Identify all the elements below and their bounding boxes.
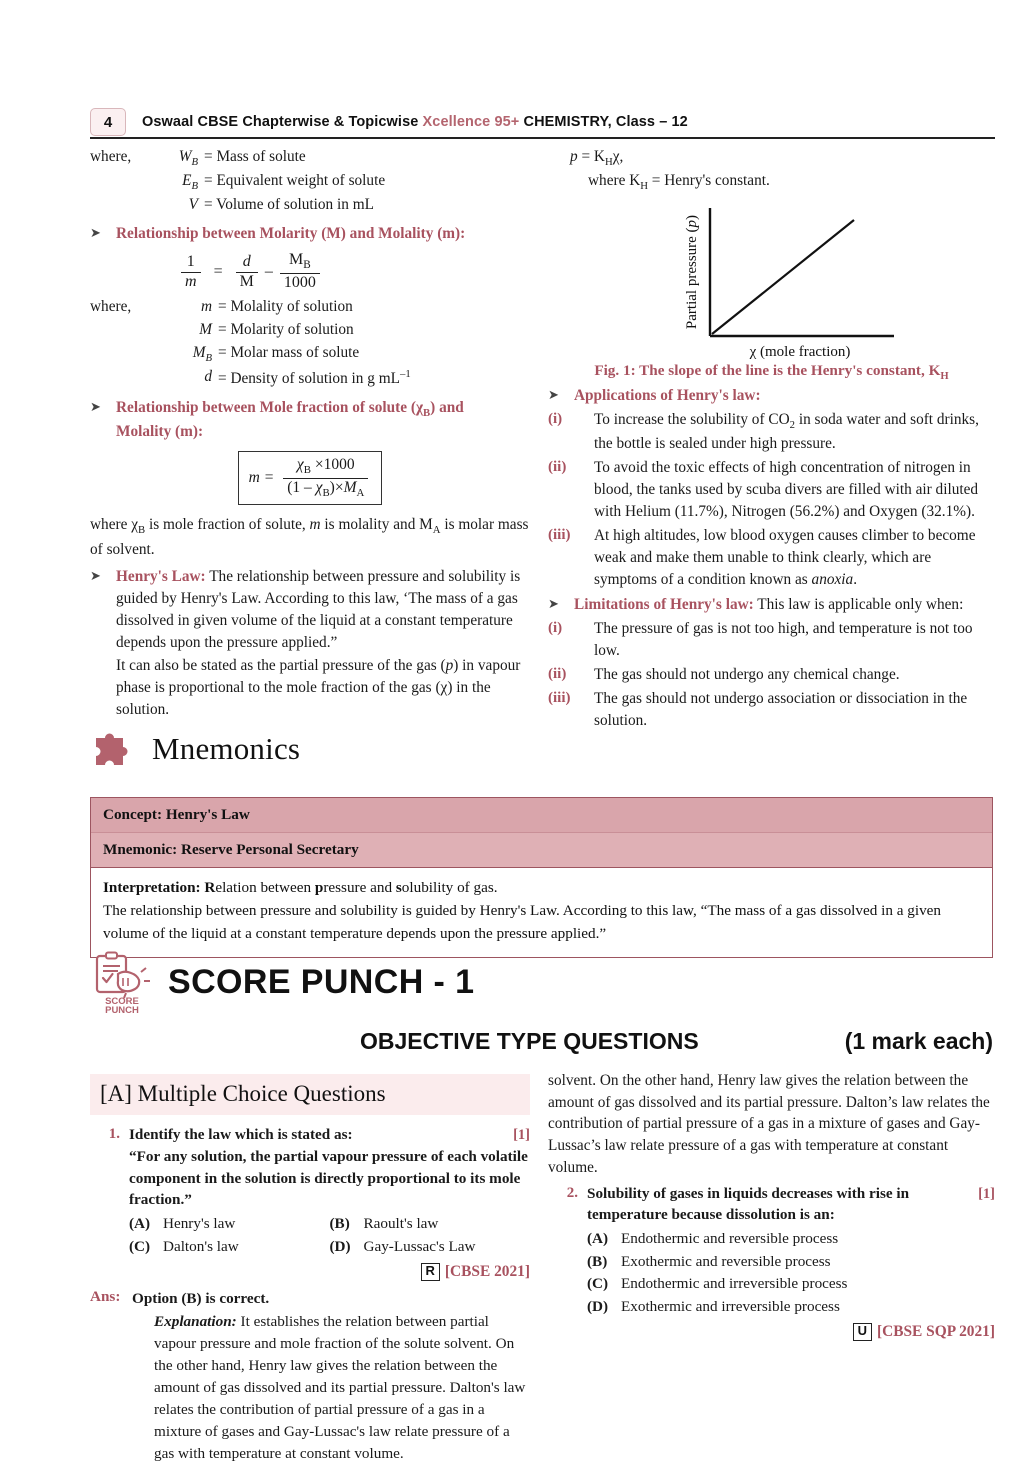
option-letter: (A) [129,1215,151,1233]
option-c[interactable] [129,1236,330,1259]
definition-m: = Molality of solution [218,297,353,315]
note-sub-B: B [137,524,146,537]
answer-1 [90,1288,530,1465]
left-column [90,146,530,720]
equation-equals-K: = K [577,148,605,165]
symbol-d: d [204,367,212,385]
note-sub-H: H [640,180,648,193]
question-1-quote: “For any solution, the partial vapour pressure of each volatile component in the solution is directly proportional to its mole fraction.” [129,1148,528,1208]
heading-molarity-molality [90,223,530,245]
questions-left-column [90,1074,530,1465]
objective-type-questions-bar [90,1028,993,1055]
answer-1-text: Option (B) is correct. [132,1289,270,1307]
application-item [548,457,995,523]
definition-d-text: = Density of solution in g mL [218,369,400,387]
figure-caption [548,362,995,382]
application-text: To increase the solubility of $CO_2$ in soda water and soft drinks, the bottle is sealed under high pressure. [594,410,979,452]
limitations-heading [574,594,995,616]
fraction-denominator: $(1 - \chi_B)\times M_A$ [287,478,365,499]
equation-lhs: m = [248,469,275,487]
option-b[interactable] [587,1251,995,1274]
limitation-item [548,664,995,686]
symbol-MB: $M_B$ [192,343,212,364]
question-1-stem: Identify the law which is stated as: [129,1126,353,1143]
fraction-denominator: m [185,272,197,290]
symbol-m: m [200,297,212,315]
where-row-EB [90,170,530,194]
answer-1-explanation [154,1311,530,1465]
page-number-badge: 4 [90,108,126,136]
equation-chi: χ, [612,148,624,165]
fraction-denominator: 1000 [283,274,316,292]
equation-molefraction-box [238,451,383,505]
arrow-bullet-icon: ➤ [548,386,559,402]
limitation-item [548,618,995,662]
running-header-title [142,114,688,130]
where-label-2: where, [90,297,132,315]
fraction-numerator: $\chi_B \times 1000$ [283,457,368,478]
limitation-number: (i) [548,620,563,637]
application-item [548,409,995,455]
right-column [548,146,995,732]
mnemonics-title: Mnemonics [152,731,301,766]
option-text: Endothermic and reversible process [621,1230,839,1248]
arrow-bullet-icon: ➤ [90,398,101,414]
definition-EB: = Equivalent weight of solute [204,172,386,190]
option-d[interactable] [587,1296,995,1319]
application-number: (iii) [548,527,571,544]
option-c[interactable] [587,1273,995,1296]
spacer [90,342,160,366]
explanation-text: It establishes the relation between partial vapour pressure and mole fraction of the solute solvent. On the other hand, Henry law gives the relation between the amount of gas dissolved and its partial pressure. Dalton's law relates the contribution of partial pressure of a gas in a mixture of gases and Gay-Lussac's law relate pressure of a gas with temperature at constant volume. [154,1312,526,1462]
application-text: At high altitudes, low blood oxygen causes climber to become weak and make them unable to think clearly, which are symptoms of a condition known as anoxia. [594,527,976,589]
limitation-text: The pressure of gas is not too high, and temperature is not too low. [594,620,973,660]
application-text: To avoid the toxic effects of high concentration of nitrogen in blood, the tanks used by scuba divers are filled with air diluted with Helium (11.7%), Nitrogen (56.2%) and Oxygen (32.1%). [594,458,979,521]
skill-badge-understand: U [853,1323,872,1341]
where-label: where, [90,148,132,165]
spacer [90,170,160,194]
interpretation-label: Interpretation: [103,879,201,896]
question-number: 2. [566,1184,578,1201]
question-2-source-line [587,1321,995,1343]
note-part-a: where χ [90,516,138,534]
option-letter: (C) [587,1275,609,1293]
option-text: Exothermic and reversible process [621,1252,831,1270]
questions-right-column [548,1070,995,1343]
heading-molefraction-label [116,397,530,443]
note-sub-A: A [432,524,441,537]
application-number: (i) [548,410,563,427]
note-where-K: where K [588,172,641,190]
limitations-body: This law is applicable only when: [753,596,964,614]
question-1-mark: [1] [513,1127,530,1143]
option-text: Raoult's law [363,1215,439,1233]
equation-molefraction-wrap [90,443,530,511]
note-constant-text: = Henry's constant. [647,172,770,190]
spacer [90,319,160,342]
heading-sub-B: B [423,406,431,419]
option-text: Endothermic and irreversible process [621,1275,848,1293]
explanation-continuation: solvent. On the other hand, Henry law gives the relation between the amount of gas dissolved and its partial pressure. Dalton’s law relates the contribution of partial pressure of a gas in a mixture of gases and Gay-Lussac’s law relate pressure of a gas with temperature at constant volume. [548,1072,990,1176]
impact-line-1 [141,968,146,972]
heading-part-2: ) and [430,398,464,416]
y-axis-label: Partial pressure (p) [683,215,700,330]
question-1-source: [CBSE 2021] [444,1263,530,1281]
heading-molarity-label: Relationship between Molarity (M) and Molality (m): [116,225,466,243]
henry-law-text: The relationship between pressure and solubility is guided by Henry's Law. According to this law, ‘The mass of a gas dissolved in given volume of the liquid at a constant temperature depends upon the pressure applied.” [116,568,521,652]
arrow-bullet-icon: ➤ [90,568,101,584]
skill-badge-remember: R [421,1263,440,1281]
fraction-d-over-M [236,254,258,291]
option-a[interactable] [129,1213,330,1236]
note-italic-m: m [309,516,321,534]
interpretation-text-a: elation between [215,879,315,896]
applications-heading-row [548,385,995,407]
henry-law-body [116,566,530,654]
graph-svg [622,200,922,360]
spacer [90,366,160,391]
icon-label-score: SCORE [105,996,139,1007]
heading-part-3: Molality (m): [116,423,204,441]
limitations-label: Limitations of Henry's law: [574,596,754,614]
applications-heading: Applications of Henry's law: [574,386,761,404]
question-1-stem-row [129,1124,530,1145]
fraction-1-over-m [181,254,201,291]
henry-law-label: Henry's Law: [116,568,206,586]
option-letter: (A) [587,1230,609,1248]
heading-molefraction-molality [90,397,530,443]
answer-label: Ans: [90,1287,121,1305]
restatement-part-b: ) in vapour phase is proportional to the mole fraction of the gas (χ) in the solution. [116,657,521,718]
option-text: Henry's law [163,1215,236,1233]
interpretation-letter-P: p [314,879,324,896]
note-part-d: is molar mass of solvent. [90,516,529,558]
limitation-number: (iii) [548,690,571,707]
where-row-M [90,319,530,342]
fraction-numerator: d [236,254,258,273]
score-punch-header [92,950,474,1014]
limitation-text: The gas should not undergo any chemical change. [594,666,900,684]
clipboard-fist-icon [92,950,152,1014]
application-item [548,525,995,591]
marks-note: (1 mark each) [844,1028,993,1054]
fraction-numerator: $M_B$ [280,252,320,274]
where-block-1 [90,146,530,170]
limitation-number: (ii) [548,666,567,683]
where-row-V [90,194,530,217]
clipboard-clip [106,953,117,959]
x-axis-label: χ (mole fraction) [749,344,850,361]
fraction-numerator: 1 [181,254,201,273]
objective-heading: OBJECTIVE TYPE QUESTIONS [360,1028,699,1054]
option-a[interactable] [587,1228,995,1251]
interpretation-letter-S: s [395,879,402,896]
question-2-source: [CBSE SQP 2021] [876,1323,995,1341]
option-letter: (B) [587,1252,608,1270]
question-2 [548,1183,995,1343]
option-letter: (D) [329,1237,351,1255]
option-text: Dalton's law [163,1237,239,1255]
restatement-part-a: It can also be stated as the partial pressure of the gas ( [116,657,446,675]
score-punch-title: SCORE PUNCH - 1 [168,962,475,1001]
arrow-bullet-icon: ➤ [90,225,101,241]
option-text: Exothermic and irreversible process [621,1297,840,1315]
option-b[interactable] [330,1213,531,1236]
where-block-2 [90,296,530,319]
note-part-b: is mole fraction of solute, [145,516,310,534]
where-row-d [90,366,530,391]
question-1-options [129,1213,530,1258]
note-part-c: is molality and M [320,516,433,534]
option-letter: (B) [329,1215,350,1233]
symbol-EB: $E_B$ [182,172,198,193]
definition-M: = Molarity of solution [218,320,354,338]
interpretation-text-c: olubility of gas. [401,879,498,896]
symbol-M: M [199,320,212,338]
application-number: (ii) [548,458,567,475]
interpretation-line-2: The relationship between pressure and solubility is guided by Henry's Law. According to this law, “The mass of a gas dissolved in a given volume of the liquid at a constant temperature depends upon the pressure applied.” [103,901,942,942]
symbol-WB: $W_B$ [178,148,198,169]
definition-WB: = Mass of solute [204,148,306,165]
header-divider [90,137,995,139]
symbol-V: V [188,196,198,214]
equals-sign: = [213,263,223,280]
option-letter: (C) [129,1237,151,1255]
option-letter: (D) [587,1297,609,1315]
henry-constant-note [588,170,995,194]
definition-MB: = Molar mass of solute [218,343,360,361]
question-1 [90,1124,530,1283]
mnemonic-box [90,797,993,958]
limitation-item [548,688,995,732]
puzzle-piece-icon [92,728,138,770]
option-d[interactable] [330,1236,531,1259]
explanation-label: Explanation: [154,1312,237,1330]
equation-sub-H: H [604,156,613,169]
icon-label-punch: PUNCH [105,1005,139,1014]
limitation-text: The gas should not undergo association or dissociation in the solution. [594,690,968,730]
restatement-italic-p: p [445,657,454,675]
equation-molarity-molality [178,252,530,292]
question-2-stem-row [587,1183,995,1226]
interpretation-letter-R: R [204,879,216,896]
arrow-bullet-icon: ➤ [548,596,559,612]
molefraction-note [90,514,530,560]
spacer [90,194,160,217]
equation-p: p [570,148,578,165]
interpretation-text-b: ressure and [323,879,396,896]
heading-part-1: Relationship between Mole fraction of solute (χ [116,398,424,416]
data-line-henry [712,220,854,334]
figure-caption-text: Fig. 1: The slope of the line is the Henry's constant, K [594,362,941,380]
definition-V: = Volume of solution in mL [204,196,374,214]
question-2-mark: [1] [978,1185,995,1202]
figure-caption-sub: H [940,371,949,383]
mnemonic-mnemonic-row: Mnemonic: Reserve Personal Secretary [91,832,992,867]
header-title-pre: Oswaal CBSE Chapterwise & Topicwise [142,114,423,130]
question-2-stem: Solubility of gases in liquids decreases with rise in temperature because dissolution is an: [587,1184,910,1223]
henry-equation [570,146,995,170]
where-row-MB [90,342,530,366]
henry-law-graph [548,200,995,360]
question-1-source-line [129,1261,530,1283]
henry-law-restatement [116,655,530,720]
header-title-post: CHEMISTRY, Class – 12 [519,114,688,130]
mnemonic-interpretation-row [91,867,992,957]
question-number: 1. [108,1126,120,1142]
fraction-MB-over-1000 [280,252,320,292]
definition-d-exponent: –1 [400,367,411,380]
header-title-accent: Xcellence 95+ [422,114,520,130]
minus-sign: – [264,263,273,280]
running-header [90,105,995,139]
henry-law-block [90,566,530,654]
fraction-molefraction [283,457,368,499]
fraction-denominator: M [239,272,254,290]
definition-d [218,366,530,391]
mcq-section-band: [A] Multiple Choice Questions [90,1074,530,1115]
interpretation-line-1 [103,877,980,900]
mnemonics-section-header [92,728,300,770]
mnemonic-concept-row: Concept: Henry's Law [91,798,992,832]
option-text: Gay-Lussac's Law [363,1237,476,1255]
limitations-heading-row [548,594,995,616]
question-2-options [587,1228,995,1318]
